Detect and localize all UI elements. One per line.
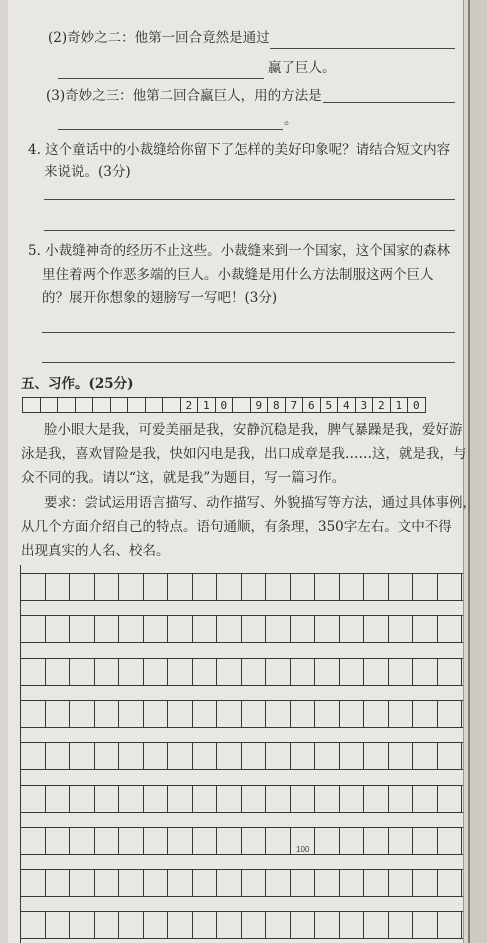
grid-cell[interactable] (438, 574, 463, 600)
grid-cell[interactable] (119, 701, 144, 727)
grid-cell[interactable] (266, 870, 291, 896)
grid-cell[interactable] (70, 786, 95, 812)
grid-cell[interactable] (70, 701, 95, 727)
grid-cell[interactable] (193, 912, 218, 938)
grid-cell[interactable] (70, 659, 95, 685)
grid-cell[interactable] (70, 828, 95, 854)
word-count-mark: 100 (296, 845, 310, 854)
grid-cell[interactable] (242, 574, 267, 600)
q3-item2-blank-2[interactable] (58, 78, 264, 79)
grid-row[interactable] (21, 573, 463, 601)
grid-row[interactable] (21, 615, 463, 643)
requirement-line-1: 要求：尝试运用语言描写、动作描写、外貌描写等方法，通过具体事例， (44, 495, 476, 511)
grid-cell[interactable] (193, 870, 218, 896)
requirement-line-3: 出现真实的人名、校名。 (21, 543, 170, 559)
grid-cell[interactable] (95, 786, 120, 812)
grid-cell[interactable] (217, 701, 242, 727)
score-cell[interactable] (75, 397, 94, 413)
grid-cell[interactable] (193, 659, 218, 685)
grid-cell[interactable] (168, 870, 193, 896)
grid-cell[interactable] (389, 701, 414, 727)
grid-cell[interactable] (95, 616, 120, 642)
grid-cell[interactable] (144, 659, 169, 685)
grid-cell[interactable] (242, 828, 267, 854)
grid-cell[interactable] (340, 828, 365, 854)
grid-cell[interactable] (144, 743, 169, 769)
grid-cell[interactable] (46, 743, 71, 769)
q3-item3-blank-1[interactable] (323, 102, 455, 103)
grid-cell[interactable] (168, 786, 193, 812)
grid-cell[interactable] (46, 659, 71, 685)
grid-cell[interactable] (364, 616, 389, 642)
grid-cell[interactable] (119, 912, 144, 938)
score-cell[interactable] (110, 397, 129, 413)
grid-cell[interactable] (217, 828, 242, 854)
grid-cell[interactable] (266, 574, 291, 600)
grid-cell[interactable] (168, 912, 193, 938)
grid-cell[interactable] (340, 616, 365, 642)
grid-cell[interactable] (168, 574, 193, 600)
grid-cell[interactable] (340, 870, 365, 896)
grid-cell[interactable] (364, 870, 389, 896)
grid-cell[interactable] (389, 743, 414, 769)
grid-cell[interactable] (266, 828, 291, 854)
grid-cell[interactable] (340, 786, 365, 812)
score-box-row (22, 397, 425, 413)
grid-cell[interactable] (46, 701, 71, 727)
grid-cell[interactable] (291, 659, 316, 685)
q4-text-line2: 来说说。(3分) (44, 164, 131, 180)
grid-cell[interactable] (95, 912, 120, 938)
grid-cell[interactable] (21, 870, 46, 896)
q3-item3-blank-2[interactable] (58, 129, 283, 130)
grid-cell[interactable] (168, 659, 193, 685)
q3-item3-text: (3)奇妙之三：他第二回合赢巨人，用的方法是 (46, 88, 322, 104)
prompt-line-2: 泳是我，喜欢冒险是我，快如闪电是我，出口成章是我……这，就是我，与 (21, 446, 467, 462)
score-cell[interactable]: 0 (407, 397, 426, 413)
score-cell[interactable] (162, 397, 181, 413)
grid-cell[interactable] (193, 574, 218, 600)
grid-cell[interactable] (193, 743, 218, 769)
grid-cell[interactable] (389, 574, 414, 600)
q5-text-line1: 5. 小裁缝神奇的经历不止这些。小裁缝来到一个国家，这个国家的森林 (28, 243, 451, 259)
grid-cell[interactable] (168, 743, 193, 769)
grid-cell[interactable] (119, 743, 144, 769)
grid-cell[interactable] (46, 786, 71, 812)
grid-cell[interactable] (315, 912, 340, 938)
grid-cell[interactable] (413, 912, 438, 938)
q5-answer-line-1[interactable] (42, 332, 455, 333)
grid-cell[interactable] (413, 659, 438, 685)
grid-cell[interactable] (21, 701, 46, 727)
next-page-edge (468, 0, 487, 943)
grid-cell[interactable] (291, 574, 316, 600)
grid-cell[interactable] (364, 912, 389, 938)
score-cell[interactable]: 4 (337, 397, 356, 413)
grid-cell[interactable] (438, 616, 463, 642)
grid-cell[interactable] (95, 659, 120, 685)
grid-cell[interactable] (438, 786, 463, 812)
grid-cell[interactable] (413, 616, 438, 642)
q3-item2-suffix: 赢了巨人。 (268, 60, 336, 76)
grid-cell[interactable] (389, 828, 414, 854)
grid-cell[interactable] (119, 870, 144, 896)
score-cell[interactable] (127, 397, 146, 413)
grid-row[interactable] (21, 700, 463, 728)
grid-cell[interactable] (119, 616, 144, 642)
grid-cell[interactable] (144, 574, 169, 600)
grid-cell[interactable] (144, 828, 169, 854)
grid-cell[interactable] (119, 786, 144, 812)
grid-cell[interactable] (364, 701, 389, 727)
grid-cell[interactable] (315, 701, 340, 727)
grid-cell[interactable] (21, 743, 46, 769)
grid-cell[interactable] (242, 616, 267, 642)
grid-cell[interactable] (46, 912, 71, 938)
grid-cell[interactable] (21, 828, 46, 854)
grid-cell[interactable] (315, 616, 340, 642)
grid-cell[interactable] (144, 701, 169, 727)
grid-cell[interactable] (144, 912, 169, 938)
grid-cell[interactable] (242, 786, 267, 812)
grid-cell[interactable] (413, 786, 438, 812)
grid-cell[interactable] (217, 912, 242, 938)
grid-cell[interactable] (21, 574, 46, 600)
grid-cell[interactable] (438, 828, 463, 854)
score-cell[interactable]: 3 (355, 397, 374, 413)
grid-cell[interactable] (266, 701, 291, 727)
grid-cell[interactable] (70, 616, 95, 642)
score-cell[interactable] (22, 397, 41, 413)
grid-cell[interactable] (242, 870, 267, 896)
grid-cell[interactable] (21, 786, 46, 812)
q5-answer-line-2[interactable] (42, 362, 455, 363)
grid-cell[interactable] (119, 828, 144, 854)
score-cell[interactable]: 2 (372, 397, 391, 413)
requirement-line-2: 从几个方面介绍自己的特点。语句通顺，有条理，350字左右。文中不得 (21, 519, 452, 535)
grid-cell[interactable] (389, 870, 414, 896)
grid-cell[interactable] (291, 870, 316, 896)
grid-cell[interactable] (217, 743, 242, 769)
grid-cell[interactable] (21, 912, 46, 938)
grid-cell[interactable] (266, 786, 291, 812)
grid-row[interactable] (21, 827, 463, 855)
grid-cell[interactable] (95, 828, 120, 854)
grid-cell[interactable] (315, 659, 340, 685)
grid-cell[interactable] (242, 659, 267, 685)
grid-row[interactable] (21, 742, 463, 770)
grid-cell[interactable] (242, 743, 267, 769)
grid-cell[interactable] (70, 743, 95, 769)
grid-cell[interactable] (144, 616, 169, 642)
grid-cell[interactable] (389, 786, 414, 812)
grid-row[interactable] (21, 785, 463, 813)
grid-cell[interactable] (95, 743, 120, 769)
grid-cell[interactable] (193, 701, 218, 727)
grid-cell[interactable] (46, 616, 71, 642)
q5-text-line3: 的？展开你想象的翅膀写一写吧！(3分) (42, 290, 278, 306)
grid-cell[interactable] (168, 616, 193, 642)
grid-cell[interactable] (95, 701, 120, 727)
grid-cell[interactable] (340, 659, 365, 685)
grid-cell[interactable] (168, 828, 193, 854)
q4-answer-line-2[interactable] (44, 230, 455, 231)
grid-cell[interactable] (364, 574, 389, 600)
grid-cell[interactable] (217, 616, 242, 642)
score-cell[interactable]: 1 (197, 397, 216, 413)
grid-cell[interactable] (389, 912, 414, 938)
grid-cell[interactable] (217, 574, 242, 600)
score-cell[interactable]: 8 (267, 397, 286, 413)
grid-cell[interactable] (315, 870, 340, 896)
grid-cell[interactable] (21, 659, 46, 685)
grid-cell[interactable] (364, 743, 389, 769)
grid-cell[interactable] (340, 701, 365, 727)
grid-cell[interactable] (315, 743, 340, 769)
grid-cell[interactable] (413, 574, 438, 600)
grid-row[interactable] (21, 869, 463, 897)
grid-cell[interactable] (46, 574, 71, 600)
grid-cell[interactable] (364, 786, 389, 812)
score-cell[interactable]: 6 (302, 397, 321, 413)
grid-cell[interactable] (266, 616, 291, 642)
grid-cell[interactable] (413, 743, 438, 769)
grid-cell[interactable] (217, 786, 242, 812)
grid-cell[interactable] (70, 912, 95, 938)
grid-cell[interactable] (266, 912, 291, 938)
grid-cell[interactable] (413, 870, 438, 896)
grid-cell[interactable] (144, 786, 169, 812)
q3-item3-suffix: 。 (284, 112, 298, 128)
score-cell[interactable] (92, 397, 111, 413)
grid-cell[interactable] (315, 574, 340, 600)
score-cell[interactable]: 7 (285, 397, 304, 413)
grid-row[interactable] (21, 658, 463, 686)
prompt-line-3: 众不同的我。请以“这，就是我”为题目，写一篇习作。 (21, 470, 346, 486)
grid-cell[interactable] (168, 701, 193, 727)
grid-row[interactable] (21, 911, 463, 939)
grid-cell[interactable] (21, 616, 46, 642)
q3-item2-blank-1[interactable] (270, 48, 455, 49)
grid-cell[interactable] (315, 786, 340, 812)
q4-answer-line-1[interactable] (44, 199, 455, 200)
grid-cell[interactable] (389, 659, 414, 685)
q4-text-line1: 4. 这个童话中的小裁缝给你留下了怎样的美好印象呢？请结合短文内容 (28, 142, 451, 158)
grid-cell[interactable] (144, 870, 169, 896)
grid-cell[interactable] (217, 870, 242, 896)
grid-cell[interactable] (95, 870, 120, 896)
grid-cell[interactable] (413, 828, 438, 854)
grid-cell[interactable] (291, 701, 316, 727)
grid-cell[interactable] (46, 828, 71, 854)
prompt-line-1: 脸小眼大是我，可爱美丽是我，安静沉稳是我，脾气暴躁是我，爱好游 (44, 422, 463, 438)
grid-cell[interactable] (193, 828, 218, 854)
score-cell[interactable] (40, 397, 59, 413)
section-five-title: 五、习作。(25分) (21, 376, 134, 392)
grid-cell[interactable] (291, 616, 316, 642)
grid-cell[interactable] (340, 574, 365, 600)
grid-cell[interactable] (340, 743, 365, 769)
grid-cell[interactable] (193, 786, 218, 812)
q3-item2-text: (2)奇妙之二：他第一回合竟然是通过 (48, 30, 270, 46)
grid-cell[interactable] (95, 574, 120, 600)
grid-cell[interactable] (193, 616, 218, 642)
grid-cell[interactable] (438, 701, 463, 727)
grid-cell[interactable] (315, 828, 340, 854)
score-cell[interactable] (232, 397, 251, 413)
grid-cell[interactable] (291, 743, 316, 769)
grid-cell[interactable] (119, 574, 144, 600)
grid-cell[interactable] (438, 870, 463, 896)
score-cell[interactable]: 5 (320, 397, 339, 413)
grid-cell[interactable] (291, 912, 316, 938)
score-cell[interactable] (145, 397, 164, 413)
composition-grid[interactable] (20, 565, 463, 943)
grid-cell[interactable] (438, 743, 463, 769)
score-cell[interactable]: 1 (390, 397, 409, 413)
grid-cell[interactable] (119, 659, 144, 685)
grid-cell[interactable] (364, 828, 389, 854)
grid-cell[interactable] (438, 659, 463, 685)
score-cell[interactable]: 9 (250, 397, 269, 413)
score-cell[interactable] (57, 397, 76, 413)
grid-cell[interactable] (266, 743, 291, 769)
grid-cell[interactable] (70, 870, 95, 896)
grid-cell[interactable] (340, 912, 365, 938)
grid-cell[interactable] (70, 574, 95, 600)
grid-cell[interactable] (242, 701, 267, 727)
score-cell[interactable]: 2 (180, 397, 199, 413)
grid-cell[interactable] (217, 659, 242, 685)
grid-cell[interactable] (413, 701, 438, 727)
grid-cell[interactable] (46, 870, 71, 896)
grid-cell[interactable] (364, 659, 389, 685)
grid-cell[interactable] (438, 912, 463, 938)
q5-text-line2: 里住着两个作恶多端的巨人。小裁缝是用什么方法制服这两个巨人 (42, 267, 434, 283)
grid-cell[interactable] (291, 786, 316, 812)
score-cell[interactable]: 0 (215, 397, 234, 413)
grid-cell[interactable] (266, 659, 291, 685)
grid-cell[interactable] (242, 912, 267, 938)
grid-cell[interactable] (389, 616, 414, 642)
